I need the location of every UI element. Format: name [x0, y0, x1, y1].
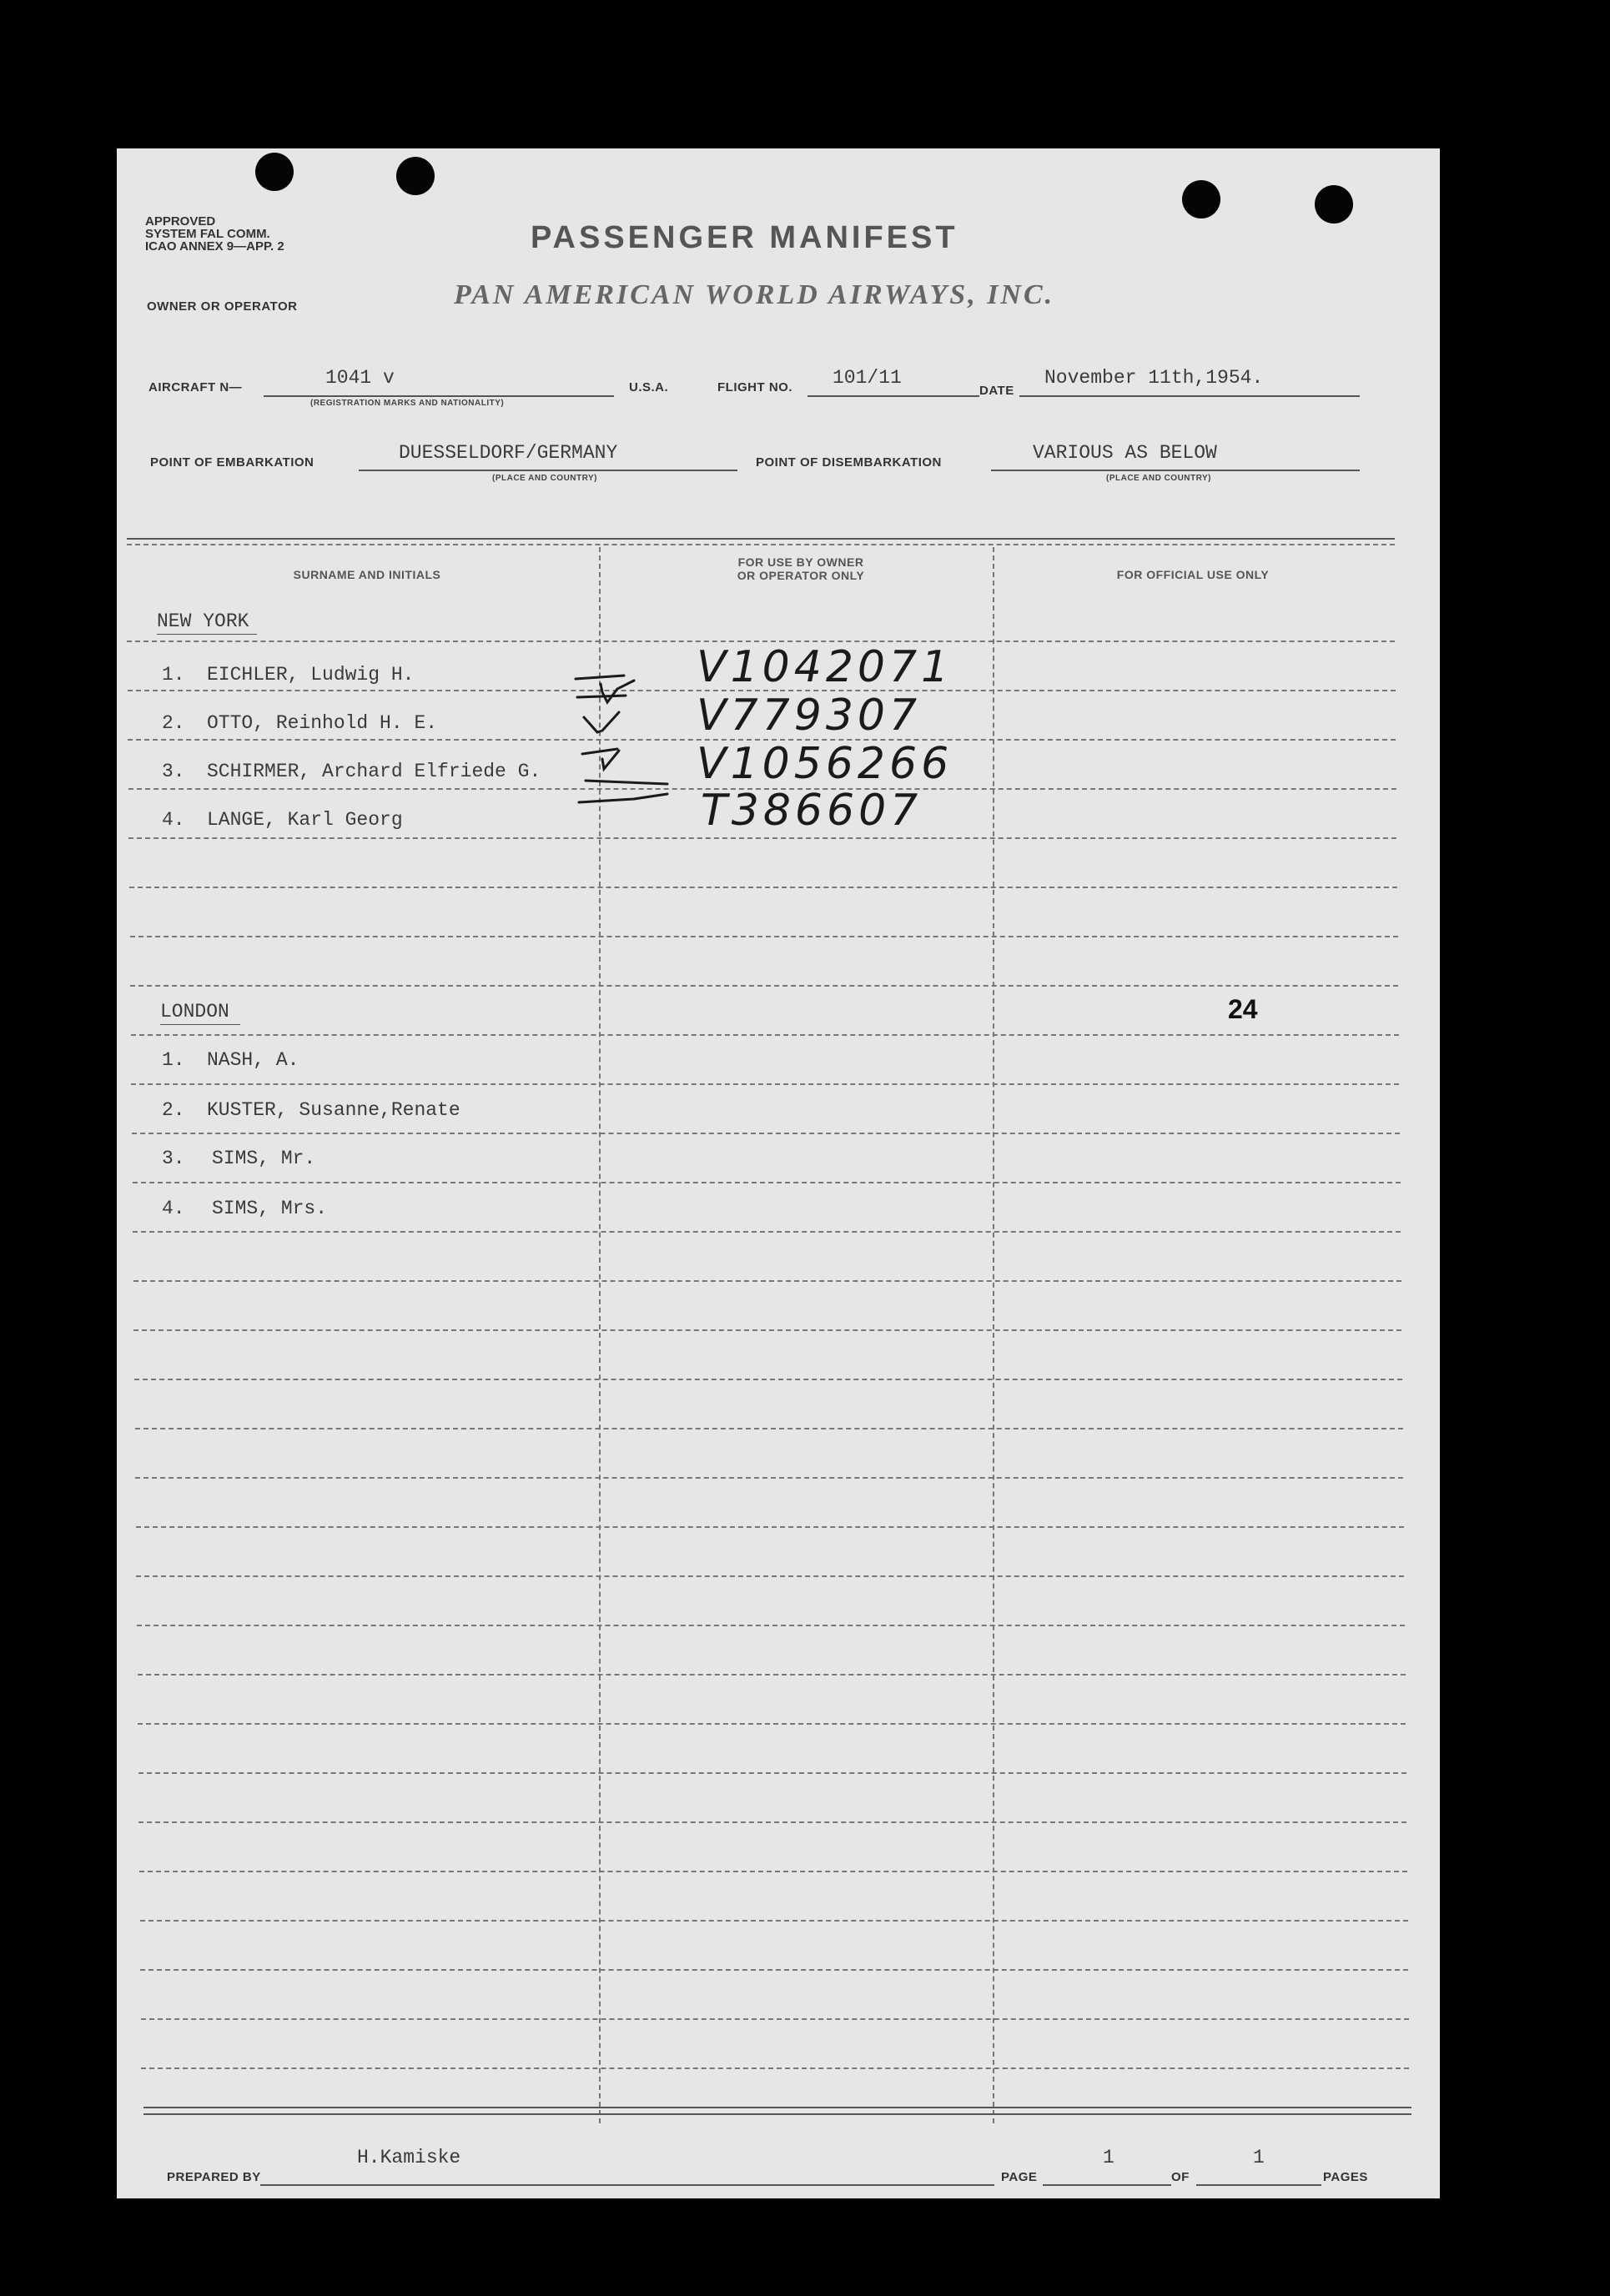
prepared-by-value: H.Kamiske — [357, 2147, 461, 2168]
passenger-number: 1. — [162, 1049, 185, 1071]
embark-value: DUESSELDORF/GERMANY — [399, 442, 618, 464]
passenger-number: 2. — [162, 712, 185, 734]
passenger-name: KUSTER, Susanne,Renate — [207, 1099, 460, 1121]
passport-number: V779307 — [697, 691, 922, 741]
passenger-number: 4. — [162, 809, 185, 831]
row-line — [137, 1625, 1405, 1626]
official-mark: 24 — [1228, 994, 1258, 1024]
column-header-owner-use: OR OPERATOR ONLY — [737, 569, 865, 582]
row-line — [130, 936, 1398, 937]
column-header-surname: SURNAME AND INITIALS — [293, 568, 441, 581]
form-title: PASSENGER MANIFEST — [531, 220, 958, 255]
passenger-number: 2. — [162, 1099, 185, 1121]
row-line — [133, 1280, 1401, 1282]
row-line — [138, 1772, 1406, 1774]
group-heading-london: LONDON — [160, 1001, 229, 1022]
row-line — [138, 1723, 1406, 1725]
punch-hole — [396, 157, 435, 195]
passenger-name: SIMS, Mrs. — [212, 1198, 328, 1219]
row-line — [130, 985, 1398, 987]
group-heading-new-york: NEW YORK — [157, 610, 249, 632]
passenger-name: SIMS, Mr. — [212, 1148, 316, 1169]
approval-line: ICAO ANNEX 9—APP. 2 — [145, 239, 284, 254]
disembark-value: VARIOUS AS BELOW — [1033, 442, 1217, 464]
punch-hole — [1315, 185, 1353, 224]
row-line — [133, 1329, 1401, 1331]
passenger-name: LANGE, Karl Georg — [207, 809, 403, 831]
prepared-by-label: PREPARED BY — [167, 2170, 261, 2184]
passenger-number: 3. — [162, 761, 185, 782]
approval-line: SYSTEM FAL COMM. — [145, 227, 270, 241]
row-line — [132, 1133, 1400, 1134]
passenger-number: 3. — [162, 1148, 185, 1169]
passenger-name: EICHLER, Ludwig H. — [207, 664, 415, 686]
passenger-name: OTTO, Reinhold H. E. — [207, 712, 438, 734]
row-line — [131, 1083, 1399, 1085]
passport-number: V1056266 — [697, 739, 953, 789]
row-line — [136, 1526, 1404, 1528]
date-label: DATE — [979, 384, 1014, 398]
passport-number: V1042071 — [697, 642, 953, 692]
manifest-sheet — [117, 148, 1440, 2198]
punch-hole — [1182, 180, 1220, 219]
row-line — [136, 1575, 1404, 1577]
aircraft-value: 1041 v — [325, 367, 395, 389]
of-value: 1 — [1253, 2147, 1265, 2168]
embark-sublabel: (PLACE AND COUNTRY) — [492, 474, 597, 483]
row-line — [131, 1034, 1399, 1036]
punch-hole — [255, 153, 294, 191]
row-line — [139, 1871, 1407, 1872]
row-line — [141, 2018, 1409, 2020]
owner-label: OWNER OR OPERATOR — [147, 299, 298, 314]
check-marks — [567, 659, 709, 851]
row-line — [140, 1920, 1408, 1922]
row-line — [140, 1969, 1408, 1971]
disembark-sublabel: (PLACE AND COUNTRY) — [1106, 474, 1211, 483]
of-label: OF — [1171, 2170, 1190, 2184]
row-line — [134, 1379, 1402, 1380]
operator-name: PAN AMERICAN WORLD AIRWAYS, INC. — [454, 279, 1055, 310]
aircraft-label: AIRCRAFT N— — [148, 380, 243, 394]
row-line — [135, 1477, 1403, 1479]
usa-label: U.S.A. — [629, 380, 669, 394]
embark-label: POINT OF EMBARKATION — [150, 455, 314, 470]
row-line — [133, 1182, 1401, 1183]
passport-number: T386607 — [701, 786, 923, 836]
flight-value: 101/11 — [833, 367, 902, 389]
column-header-owner-use: FOR USE BY OWNER — [737, 555, 864, 569]
flight-label: FLIGHT NO. — [717, 380, 792, 394]
row-line — [138, 1674, 1406, 1676]
row-line — [141, 2067, 1409, 2069]
approval-line: APPROVED — [145, 214, 216, 229]
row-line — [133, 1231, 1401, 1233]
passenger-number: 4. — [162, 1198, 185, 1219]
passenger-name: SCHIRMER, Archard Elfriede G. — [207, 761, 541, 782]
passenger-name: NASH, A. — [207, 1049, 299, 1071]
row-line — [138, 1821, 1406, 1823]
aircraft-sublabel: (REGISTRATION MARKS AND NATIONALITY) — [310, 399, 505, 408]
page-value: 1 — [1103, 2147, 1114, 2168]
row-line — [128, 837, 1396, 839]
column-header-official: FOR OFFICIAL USE ONLY — [1116, 568, 1270, 581]
passenger-number: 1. — [162, 664, 185, 686]
page-label: PAGE — [1001, 2170, 1038, 2184]
row-line — [129, 887, 1397, 888]
pages-label: PAGES — [1323, 2170, 1368, 2184]
disembark-label: POINT OF DISEMBARKATION — [756, 455, 942, 470]
date-value: November 11th,1954. — [1044, 367, 1264, 389]
row-line — [135, 1428, 1403, 1429]
